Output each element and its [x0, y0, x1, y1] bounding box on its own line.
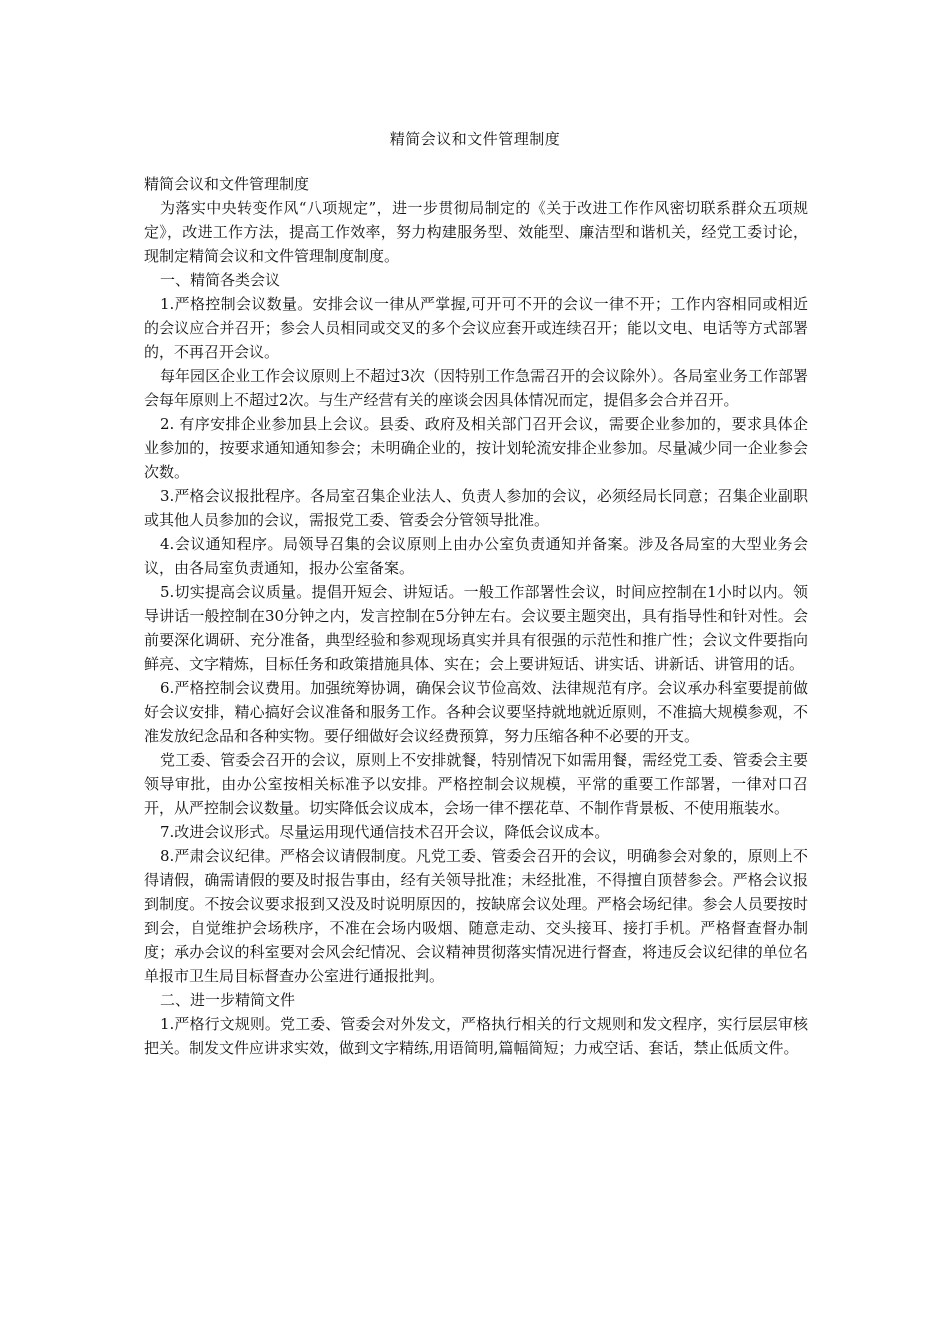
meeting-rule-6: 6.严格控制会议费用。加强统筹协调，确保会议节俭高效、法律规范有序。会议承办科室要提前做好会议安排，精心搞好会议准备和服务工作。各种会议要坚持就地就近原则，不准搞大规模参观，不准发放纪念品和各种实物。要仔细做好会议经费预算，努力压缩各种不必要的开支。 [144, 679, 808, 745]
section-heading-documents: 二、进一步精简文件 [160, 991, 296, 1009]
meeting-rule-4: 4.会议通知程序。局领导召集的会议原则上由办公室负责通知并备案。涉及各局室的大型业务会议，由各局室负责通知，报办公室备案。 [144, 535, 808, 577]
meeting-rule-1-note: 每年园区企业工作会议原则上不超过3次（因特别工作急需召开的会议除外）。各局室业务工作部署会每年原则上不超过2次。与生产经营有关的座谈会因具体情况而定，提倡多会合并召开。 [144, 367, 808, 409]
meeting-rule-8: 8.严肃会议纪律。严格会议请假制度。凡党工委、管委会召开的会议，明确参会对象的，原则上不得请假，确需请假的要及时报告事由，经有关领导批准；未经批准，不得擅自顶替参会。严格会议报到制度。不按会议要求报到又没及时说明原因的，按缺席会议处理。严格会场纪律。参会人员要按时到会，自觉维护会场秩序，不准在会场内吸烟、随意走动、交头接耳、接打手机。严格督查督办制度；承办会议的科室要对会风会纪情况、会议精神贯彻落实情况进行督查，将违反会议纪律的单位名单报市卫生局目标督查办公室进行通报批判。 [144, 847, 808, 985]
meeting-rule-5: 5.切实提高会议质量。提倡开短会、讲短话。一般工作部署性会议，时间应控制在1小时以内。领导讲话一般控制在30分钟之内，发言控制在5分钟左右。会议要主题突出，具有指导性和针对性。会前要深化调研、充分准备，典型经验和参观现场真实并具有很强的示范性和推广性；会议文件要指向鲜亮、文字精炼，目标任务和政策措施具体、实在；会上要讲短话、讲实话、讲新话、讲管用的话。 [144, 583, 808, 673]
intro-paragraph: 为落实中央转变作风“八项规定”，进一步贯彻局制定的《关于改进工作作风密切联系群众五项规定》，改进工作方法，提高工作效率，努力构建服务型、效能型、廉洁型和谐机关，经党工委讨论，现制定精简会议和文件管理制度制度。 [144, 199, 808, 265]
meeting-rule-7: 7.改进会议形式。尽量运用现代通信技术召开会议，降低会议成本。 [160, 823, 610, 841]
meeting-rule-1: 1.严格控制会议数量。安排会议一律从严掌握,可开可不开的会议一律不开；工作内容相同或相近的会议应合并召开；参会人员相同或交叉的多个会议应套开或连续召开；能以文电、电话等方式部署的，不再召开会议。 [144, 295, 808, 361]
section-heading-meetings: 一、精简各类会议 [160, 271, 281, 289]
meeting-rule-2: 2. 有序安排企业参加县上会议。县委、政府及相关部门召开会议，需要企业参加的，要求具体企业参加的，按要求通知通知参会；未明确企业的，按计划轮流安排企业参加。尽量减少同一企业参会次数。 [144, 415, 808, 481]
meeting-rule-3: 3.严格会议报批程序。各局室召集企业法人、负责人参加的会议，必须经局长同意；召集企业副职或其他人员参加的会议，需报党工委、管委会分管领导批准。 [144, 487, 808, 529]
document-rule-1: 1.严格行文规则。党工委、管委会对外发文，严格执行相关的行文规则和发文程序，实行层层审核把关。制发文件应讲求实效，做到文字精练,用语简明,篇幅简短；力戒空话、套话，禁止低质文件。 [144, 1015, 808, 1057]
document-title: 精简会议和文件管理制度 [389, 130, 561, 148]
meeting-rule-6-note: 党工委、管委会召开的会议，原则上不安排就餐，特别情况下如需用餐，需经党工委、管委会主要领导审批，由办公室按相关标准予以安排。严格控制会议规模，平常的重要工作部署，一律对口召开，从严控制会议数量。切实降低会议成本，会场一律不摆花草、不制作背景板、不使用瓶装水。 [144, 751, 808, 817]
document-body [144, 172, 808, 1060]
body-heading: 精简会议和文件管理制度 [144, 175, 310, 193]
